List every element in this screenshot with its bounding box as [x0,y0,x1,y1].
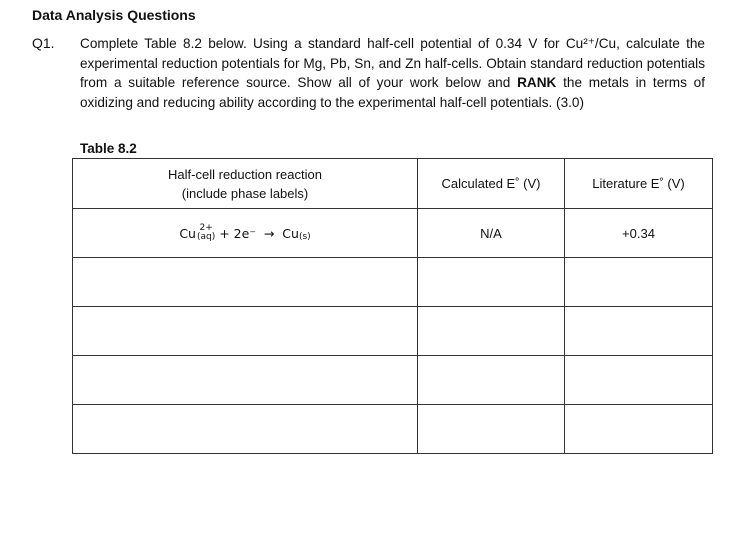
calculated-cell[interactable]: N/A [418,209,565,258]
question-text-rank: RANK [517,75,557,91]
question-text-part1: Complete Table 8.2 below. Using a standard half-cell potential of 0.34 V for Cu²⁺/Cu, calculate the experimental reduction potentials for Mg, Pb, Sn, and Zn half-cells. Obtain standard reduction potentials from a suitable reference source. Show all of your work below and [80,36,705,91]
table-row [73,356,713,405]
header-calculated: Calculated E˚ (V) [418,159,565,209]
header-reaction-line1: Half-cell reduction reaction [168,166,322,182]
question-number: Q1. [32,35,55,51]
reaction-cell[interactable] [73,307,418,356]
literature-cell[interactable] [565,307,713,356]
table-row [73,258,713,307]
reaction-middle: + 2e⁻ → [215,225,283,241]
reaction-cell[interactable] [73,405,418,454]
table-header-row [73,159,713,209]
header-literature: Literature E˚ (V) [565,159,713,209]
section-heading: Data Analysis Questions [32,7,196,23]
calculated-cell[interactable] [418,258,565,307]
reactant-phase: (aq) [196,232,216,242]
calculated-cell[interactable] [418,405,565,454]
reactant-charge: 2+ [199,223,213,233]
table-row [73,405,713,454]
reaction-cell[interactable] [73,356,418,405]
reaction-cell[interactable] [73,258,418,307]
calculated-cell[interactable] [418,356,565,405]
reactant-species: Cu [179,225,196,241]
reactant-scripts [197,224,215,242]
header-reaction [73,159,418,209]
table-row [73,307,713,356]
literature-cell[interactable] [565,258,713,307]
copper-reduction-equation [179,224,310,242]
question-text [80,34,705,112]
reaction-cell[interactable] [73,209,418,258]
literature-cell[interactable] [565,356,713,405]
literature-cell[interactable] [565,405,713,454]
product-phase: (s) [298,232,311,242]
question-text-part2: the metals in terms of oxidizing and reducing ability according to the experimental half-cell potentials. (3.0) [80,75,705,110]
calculated-cell[interactable] [418,307,565,356]
literature-cell[interactable]: +0.34 [565,209,713,258]
table-label: Table 8.2 [80,141,137,156]
table-row [73,209,713,258]
half-cell-table [72,158,713,454]
product-species: Cu [282,225,299,241]
header-reaction-line2: (include phase labels) [181,185,309,201]
